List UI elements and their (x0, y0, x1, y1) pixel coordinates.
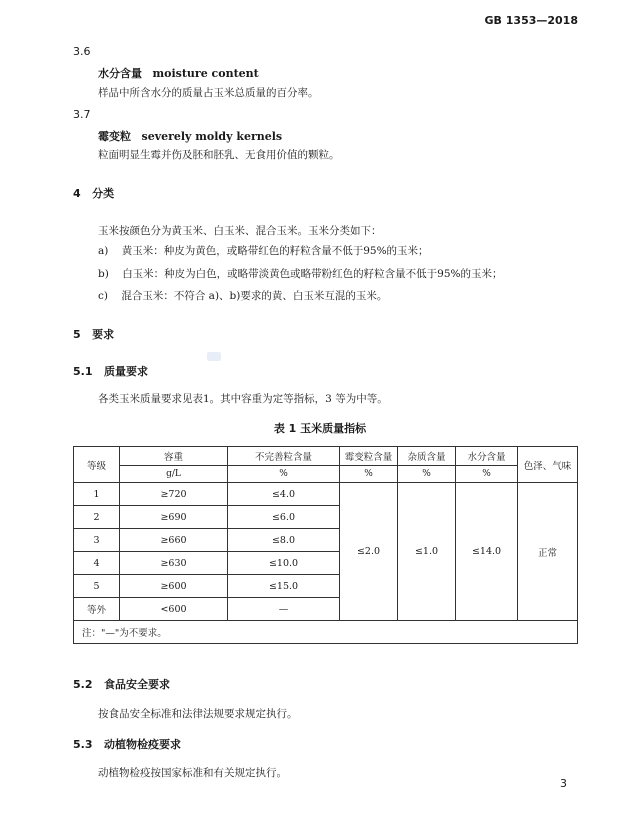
section-title: 食品安全要求 (104, 678, 170, 691)
section-title: 质量要求 (104, 365, 148, 378)
cell-moldy: ≤2.0 (340, 483, 398, 621)
list-item (98, 266, 503, 281)
section-number: 5.2 (73, 678, 93, 691)
term-en: severely moldy kernels (141, 130, 283, 143)
unit-impurity: % (398, 466, 456, 483)
term-cn: 水分含量 (98, 67, 142, 80)
term-en: moisture content (152, 67, 259, 80)
cell-grade: 4 (74, 552, 120, 575)
list-mark: c) (98, 290, 108, 302)
section-title: 动植物检疫要求 (104, 738, 181, 751)
section-number: 5 (73, 328, 81, 341)
table-note: 注："—"为不要求。 (74, 621, 578, 644)
header-color: 色泽、气味 (518, 447, 578, 483)
cell-density: ≥630 (120, 552, 228, 575)
cell-density: ≥660 (120, 529, 228, 552)
unit-imperfect: % (228, 466, 340, 483)
cell-grade: 5 (74, 575, 120, 598)
cell-grade: 等外 (74, 598, 120, 621)
quarantine-text: 动植物检疫按国家标准和有关规定执行。 (98, 767, 287, 779)
cell-density: ≥690 (120, 506, 228, 529)
cell-grade: 2 (74, 506, 120, 529)
cell-imperfect: ≤8.0 (228, 529, 340, 552)
classification-intro: 玉米按颜色分为黄玉米、白玉米、混合玉米。玉米分类如下： (98, 225, 382, 237)
header-grade: 等级 (74, 447, 120, 483)
header-imperfect: 不完善粒含量 (228, 447, 340, 466)
cell-grade: 1 (74, 483, 120, 506)
section-title: 分类 (92, 187, 115, 200)
list-mark: a) (98, 245, 109, 257)
definition-text: 粒面明显生霉并伤及胚和胚乳、无食用价值的颗粒。 (98, 149, 340, 161)
section-heading (73, 326, 114, 342)
watermark-mark (207, 352, 221, 361)
term-moisture-content (98, 65, 259, 81)
quality-table (73, 446, 578, 644)
standard-number: GB 1353—2018 (484, 14, 578, 27)
food-safety-text: 按食品安全标准和法律法规要求规定执行。 (98, 708, 298, 720)
table-caption: 表 1 玉米质量指标 (273, 422, 367, 435)
cell-imperfect: ≤4.0 (228, 483, 340, 506)
section-heading (73, 736, 181, 752)
section-number: 3.6 (73, 45, 91, 58)
header-density: 容重 (120, 447, 228, 466)
page-number: 3 (560, 777, 567, 790)
cell-imperfect: — (228, 598, 340, 621)
section-heading (73, 676, 170, 692)
cell-imperfect: ≤6.0 (228, 506, 340, 529)
cell-color: 正常 (518, 483, 578, 621)
header-impurity: 杂质含量 (398, 447, 456, 466)
cell-imperfect: ≤10.0 (228, 552, 340, 575)
definition-text: 样品中所含水分的质量占玉米总质量的百分率。 (98, 87, 319, 99)
term-cn: 霉变粒 (98, 130, 131, 143)
section-number: 4 (73, 187, 81, 200)
section-number: 5.1 (73, 365, 93, 378)
list-text: 混合玉米：不符合 a)、b)要求的黄、白玉米互混的玉米。 (121, 290, 388, 302)
list-text: 黄玉米：种皮为黄色，或略带红色的籽粒含量不低于95%的玉米； (121, 245, 429, 257)
unit-density: g/L (120, 466, 228, 483)
list-item (98, 243, 429, 258)
cell-density: ≥600 (120, 575, 228, 598)
cell-density: <600 (120, 598, 228, 621)
table-row (74, 483, 578, 506)
quality-text: 各类玉米质量要求见表1。其中容重为定等指标，3 等为中等。 (98, 393, 388, 405)
section-heading (73, 363, 148, 379)
unit-moisture: % (456, 466, 518, 483)
term-moldy-kernels (98, 128, 282, 144)
unit-moldy: % (340, 466, 398, 483)
cell-density: ≥720 (120, 483, 228, 506)
header-moldy: 霉变粒含量 (340, 447, 398, 466)
list-mark: b) (98, 268, 109, 280)
cell-grade: 3 (74, 529, 120, 552)
section-heading (73, 185, 114, 201)
cell-imperfect: ≤15.0 (228, 575, 340, 598)
cell-moisture: ≤14.0 (456, 483, 518, 621)
list-text: 白玉米：种皮为白色，或略带淡黄色或略带粉红色的籽粒含量不低于95%的玉米； (122, 268, 503, 280)
list-item (98, 288, 387, 303)
cell-impurity: ≤1.0 (398, 483, 456, 621)
section-number: 5.3 (73, 738, 93, 751)
section-title: 要求 (92, 328, 115, 341)
header-moisture: 水分含量 (456, 447, 518, 466)
section-number: 3.7 (73, 108, 91, 121)
